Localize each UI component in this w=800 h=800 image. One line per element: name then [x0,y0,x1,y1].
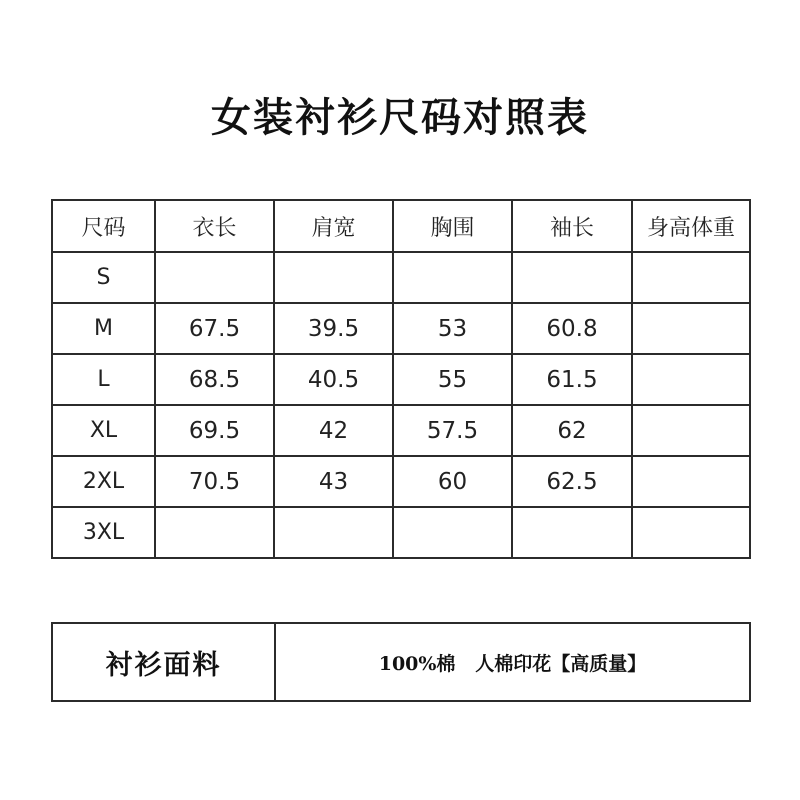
page-title: 女装衬衫尺码对照表 [211,94,589,141]
bust-cell [393,507,512,558]
header-length: 衣长 [155,200,274,252]
size-cell: XL [52,405,155,456]
size-chart-table [51,199,751,559]
bust-cell: 60 [393,456,512,507]
table-header-row [52,200,750,252]
length-cell: 70.5 [155,456,274,507]
height-weight-cell [632,405,750,456]
height-weight-cell [632,456,750,507]
fabric-value: 100%棉 人棉印花【高质量】 [275,623,750,701]
shoulder-cell: 42 [274,405,393,456]
shoulder-cell: 39.5 [274,303,393,354]
bust-cell [393,252,512,303]
table-row [52,252,750,303]
table-row [52,354,750,405]
header-sleeve: 袖长 [512,200,632,252]
table-row [52,456,750,507]
sleeve-cell [512,252,632,303]
length-cell: 68.5 [155,354,274,405]
size-cell: L [52,354,155,405]
fabric-label: 衬衫面料 [52,623,275,701]
sleeve-cell: 62 [512,405,632,456]
table-row [52,507,750,558]
length-cell [155,252,274,303]
sleeve-cell: 60.8 [512,303,632,354]
header-bust: 胸围 [393,200,512,252]
header-shoulder: 肩宽 [274,200,393,252]
height-weight-cell [632,252,750,303]
height-weight-cell [632,507,750,558]
length-cell [155,507,274,558]
sleeve-cell: 62.5 [512,456,632,507]
height-weight-cell [632,303,750,354]
sleeve-cell [512,507,632,558]
size-cell: 3XL [52,507,155,558]
size-cell: M [52,303,155,354]
header-size: 尺码 [52,200,155,252]
shoulder-cell [274,507,393,558]
shoulder-cell [274,252,393,303]
table-row [52,405,750,456]
sleeve-cell: 61.5 [512,354,632,405]
bust-cell: 53 [393,303,512,354]
size-cell: S [52,252,155,303]
header-height-weight: 身高体重 [632,200,750,252]
length-cell: 69.5 [155,405,274,456]
fabric-row [52,623,750,701]
bust-cell: 57.5 [393,405,512,456]
length-cell: 67.5 [155,303,274,354]
size-cell: 2XL [52,456,155,507]
shoulder-cell: 43 [274,456,393,507]
fabric-table [51,622,751,702]
height-weight-cell [632,354,750,405]
shoulder-cell: 40.5 [274,354,393,405]
bust-cell: 55 [393,354,512,405]
table-row [52,303,750,354]
